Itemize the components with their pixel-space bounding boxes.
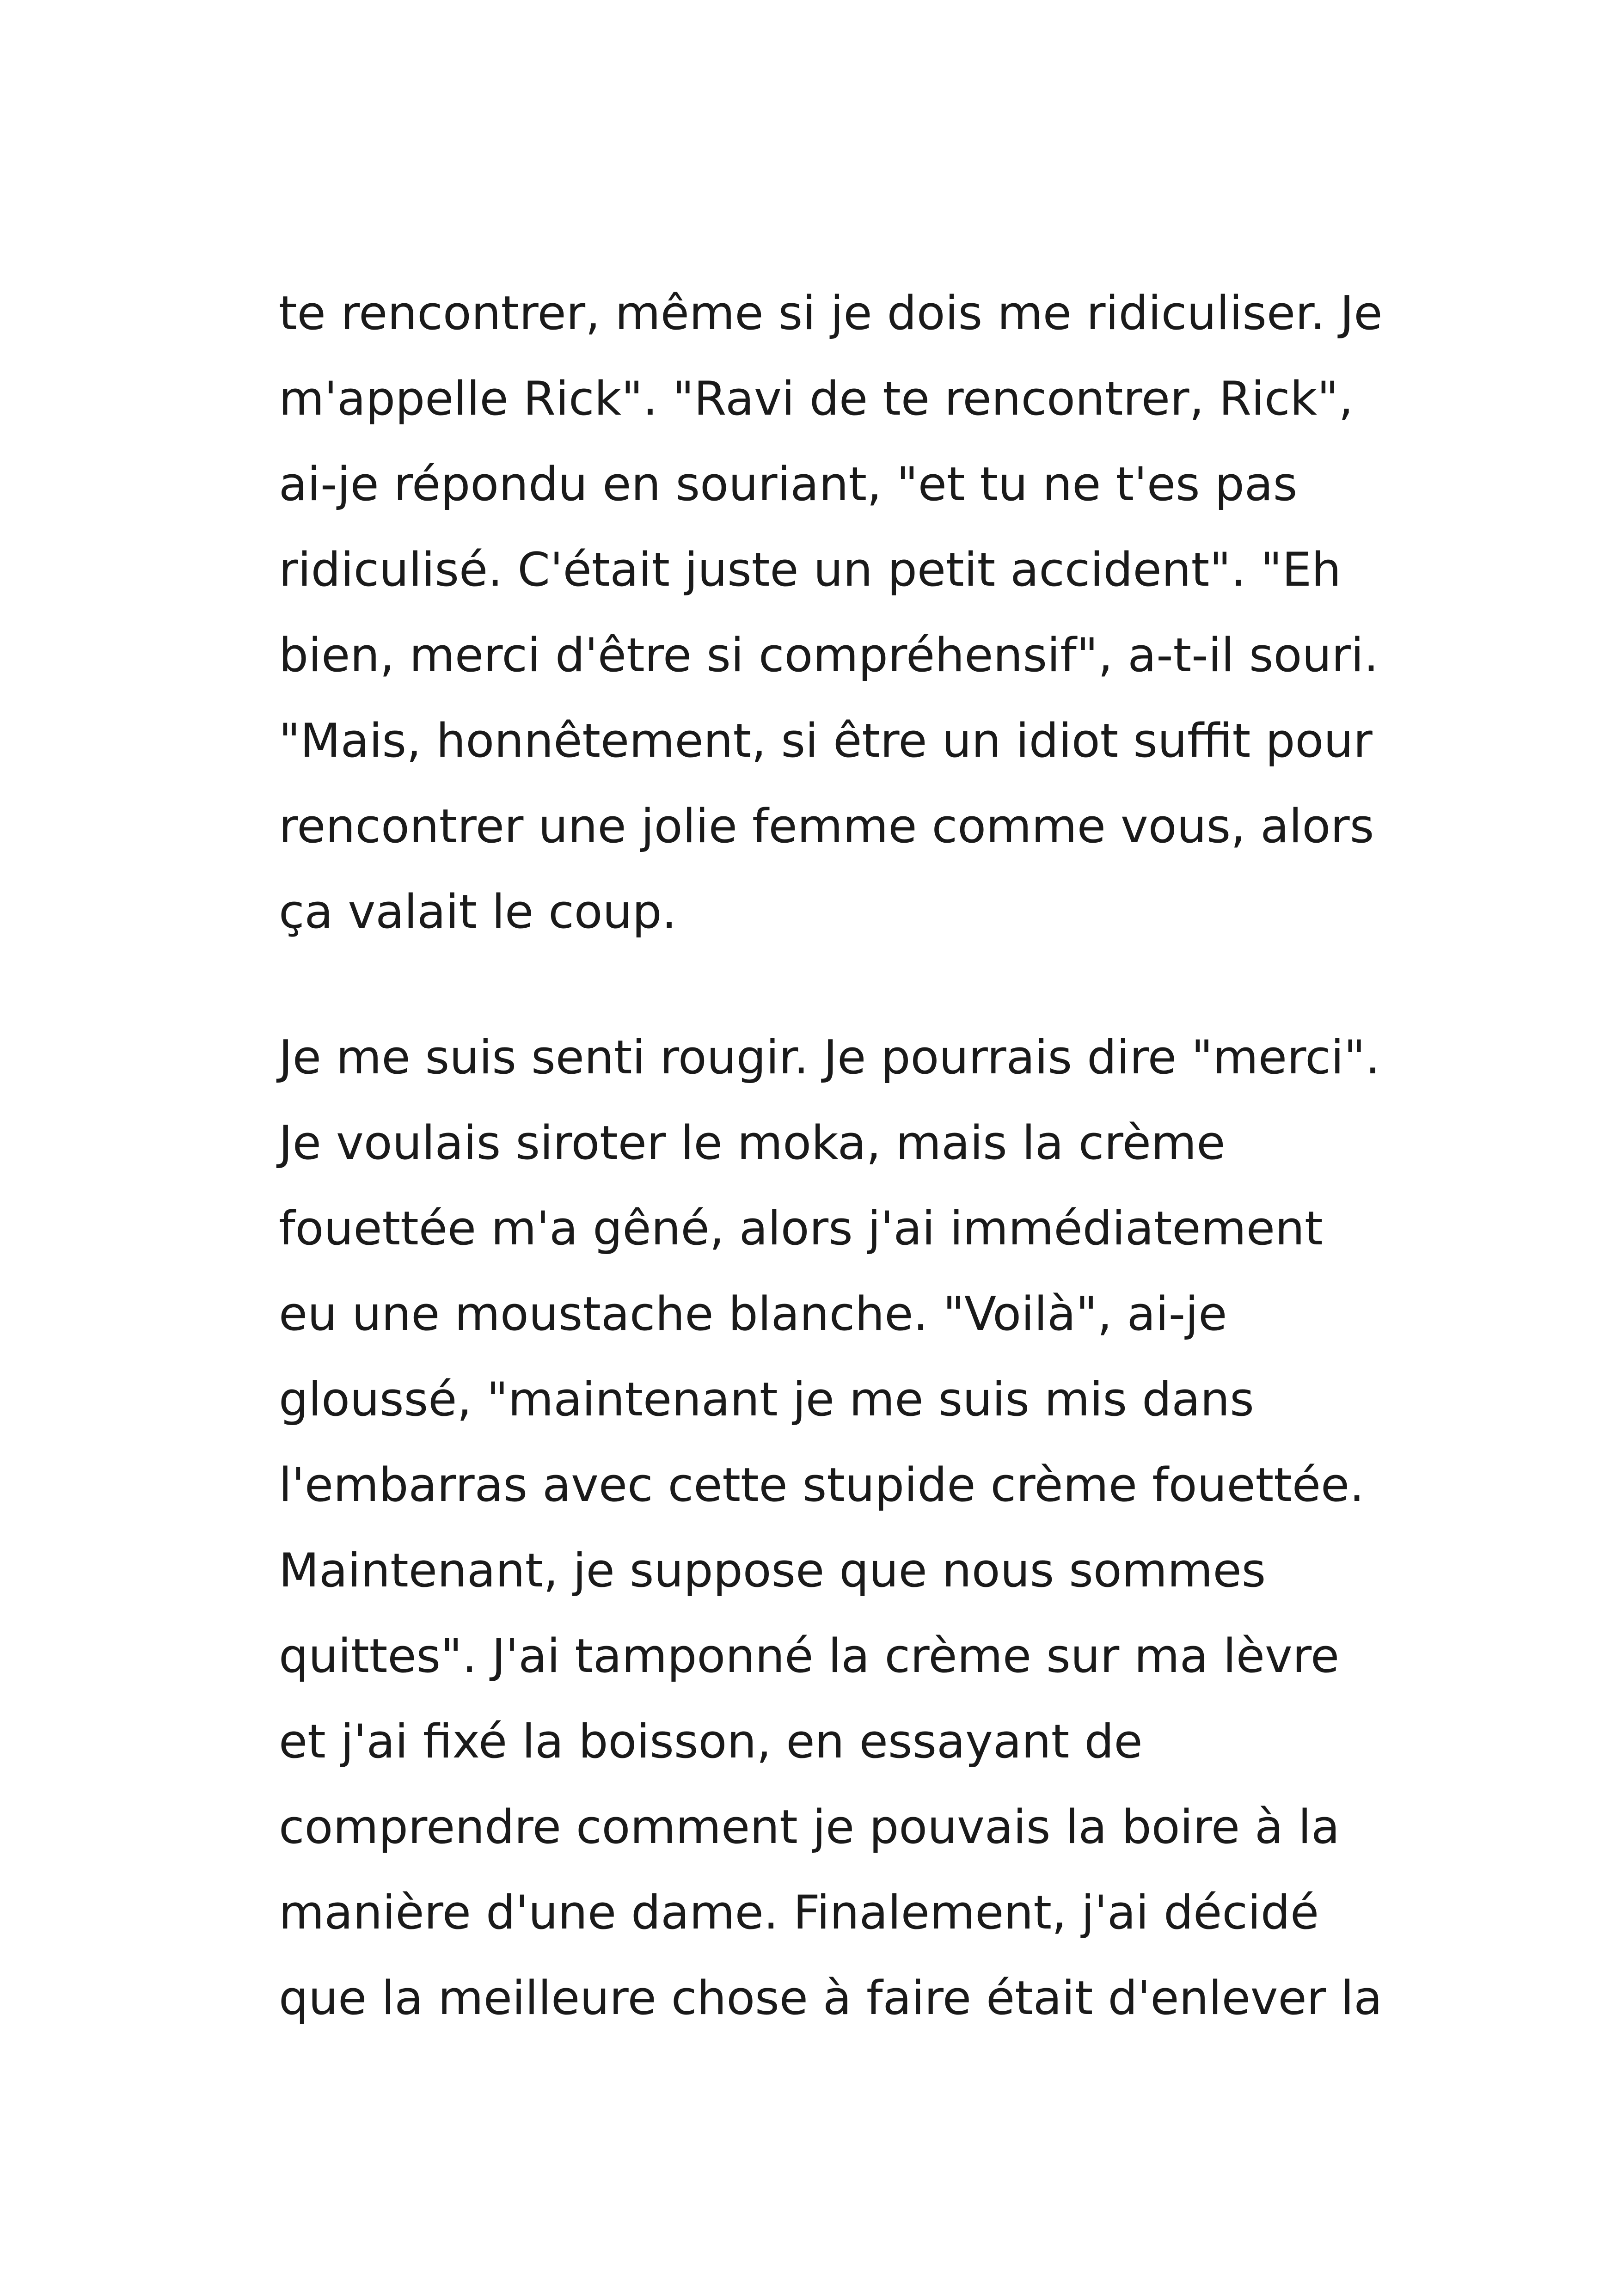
paragraph-2	[279, 1015, 1383, 2041]
text-line: l'embarras avec cette stupide crème fouettée.	[279, 1457, 1365, 1512]
paragraph-1	[279, 270, 1383, 955]
text-line: ai-je répondu en souriant, "et tu ne t'es pas	[279, 457, 1298, 511]
text-line: fouettée m'a gêné, alors j'ai immédiatement	[279, 1201, 1323, 1255]
text-line: quittes". J'ai tamponné la crème sur ma lèvre	[279, 1629, 1340, 1683]
text-line: eu une moustache blanche. "Voilà", ai-je	[279, 1286, 1227, 1341]
text-line: Je voulais siroter le moka, mais la crème	[279, 1115, 1226, 1170]
text-line: et j'ai fixé la boisson, en essayant de	[279, 1714, 1143, 1769]
text-line: Je me suis senti rougir. Je pourrais dire "merci".	[279, 1030, 1380, 1084]
text-line: manière d'une dame. Finalement, j'ai décidé	[279, 1885, 1319, 1940]
text-line: "Mais, honnêtement, si être un idiot suffit pour	[279, 713, 1373, 768]
text-line: te rencontrer, même si je dois me ridiculiser. Je	[279, 286, 1383, 340]
text-line: que la meilleure chose à faire était d'enlever la	[279, 1971, 1383, 2025]
text-line: rencontrer une jolie femme comme vous, alors	[279, 799, 1374, 853]
text-line: ça valait le coup.	[279, 884, 677, 939]
text-line: m'appelle Rick". "Ravi de te rencontrer, Rick",	[279, 371, 1354, 426]
text-line: bien, merci d'être si compréhensif", a-t-il souri.	[279, 628, 1379, 682]
text-line: comprendre comment je pouvais la boire à la	[279, 1800, 1340, 1854]
text-line: gloussé, "maintenant je me suis mis dans	[279, 1372, 1254, 1427]
text-line: ridiculisé. C'était juste un petit accident". "Eh	[279, 542, 1342, 597]
text-line: Maintenant, je suppose que nous sommes	[279, 1543, 1266, 1598]
